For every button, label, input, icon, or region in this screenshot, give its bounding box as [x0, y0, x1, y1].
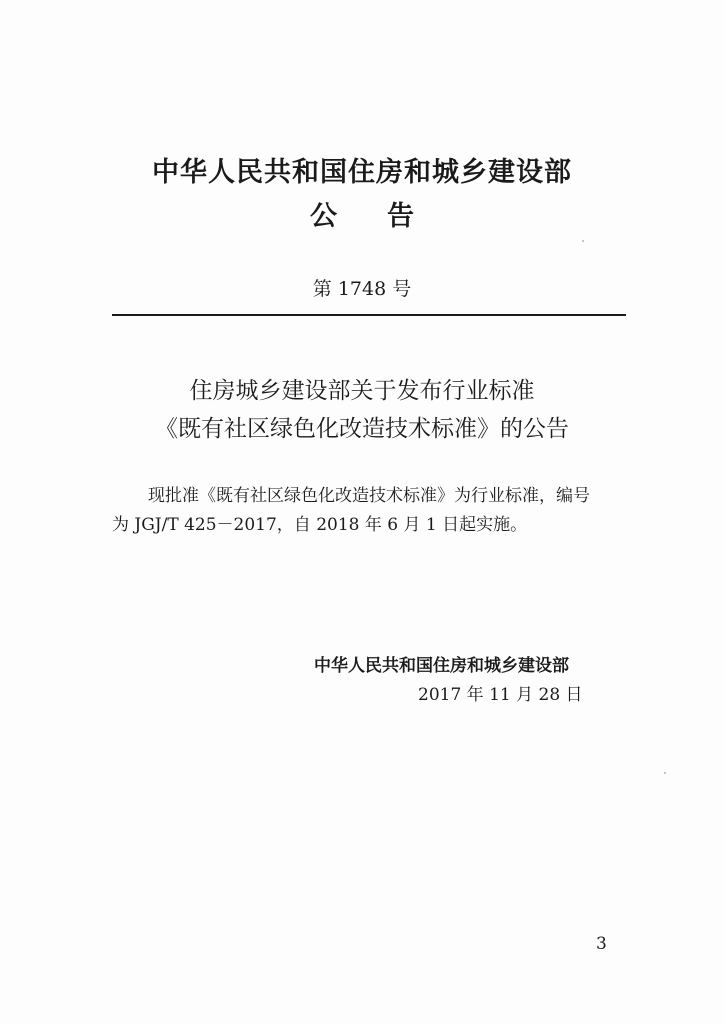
page-number: 3 — [596, 934, 607, 954]
header-divider — [112, 314, 626, 316]
signer-name: 中华人民共和国住房和城乡建设部 — [314, 656, 569, 676]
document-number: 第 1748 号 — [312, 278, 412, 300]
signature-date: 2017 年 11 月 28 日 — [418, 685, 583, 705]
subject-title-line-2: 《既有社区绿色化改造技术标准》的公告 — [155, 416, 569, 442]
notice-heading: 公告 — [310, 201, 464, 232]
scan-speck — [664, 772, 666, 774]
body-text-line-1: 现批准《既有社区绿色化改造技术标准》为行业标准，编号 — [148, 486, 590, 506]
subject-title-line-1: 住房城乡建设部关于发布行业标准 — [189, 378, 535, 404]
scan-speck — [582, 240, 584, 242]
body-text-line-2: 为 JGJ/T 425－2017，自 2018 年 6 月 1 日起实施。 — [112, 515, 528, 535]
issuer-title: 中华人民共和国住房和城乡建设部 — [152, 157, 572, 188]
